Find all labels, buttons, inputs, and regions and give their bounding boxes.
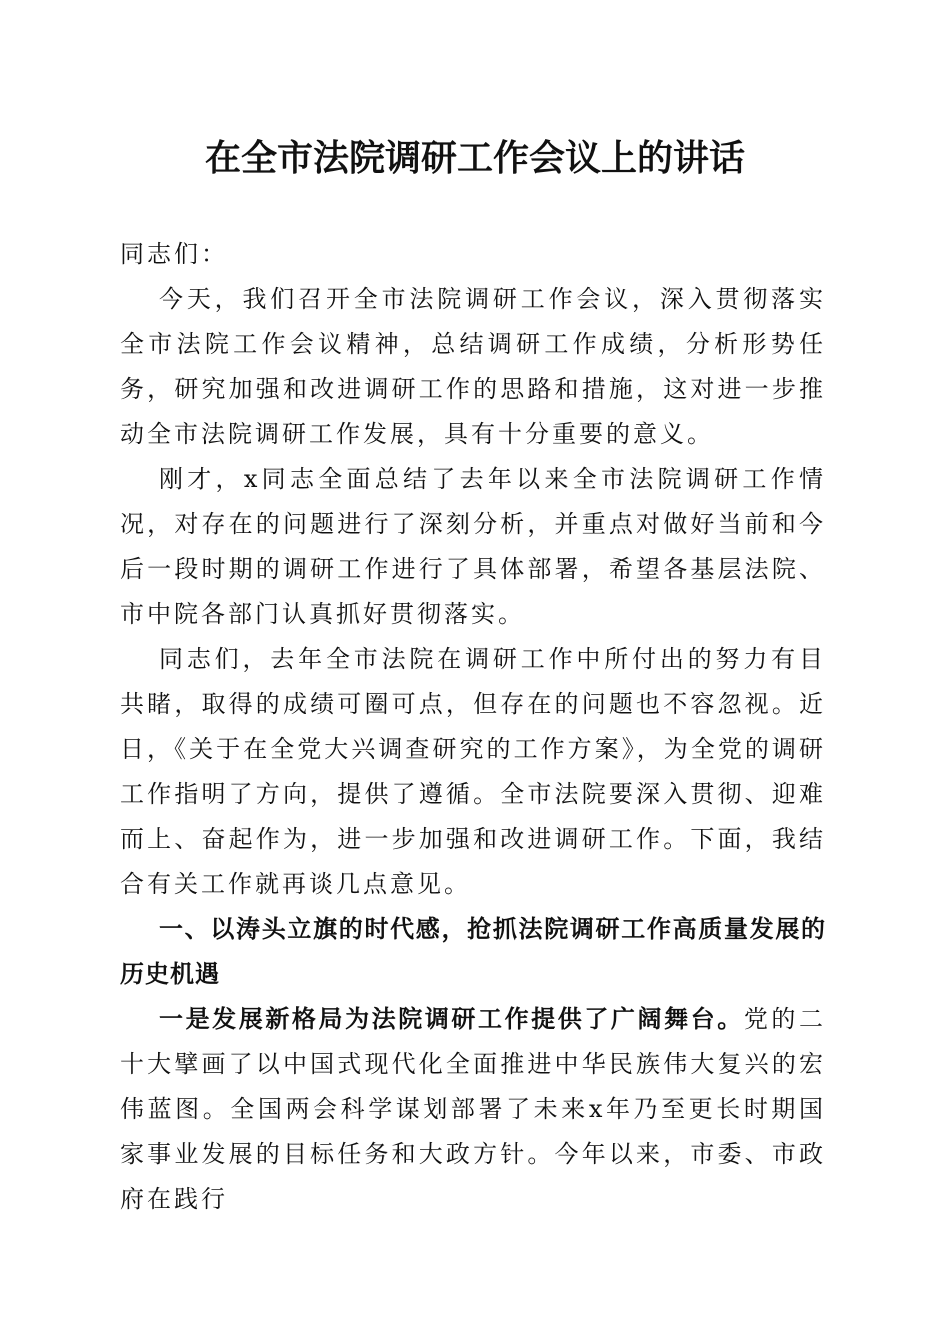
section-paragraph-lead: 一是发展新格局为法院调研工作提供了广阔舞台。: [159, 1005, 744, 1033]
paragraph-opening: 今天，我们召开全市法院调研工作会议，深入贯彻落实全市法院工作会议精神，总结调研工作成绩，分析形势任务，研究加强和改进调研工作的思路和措施，这对进一步推动全市法院调研工作发展，具有十分重要的意义。: [120, 285, 826, 448]
document-body: [120, 232, 826, 1222]
paragraph-summary: 刚才，x同志全面总结了去年以来全市法院调研工作情况，对存在的问题进行了深刻分析，并重点对做好当前和今后一段时期的调研工作进行了具体部署，希望各基层法院、市中院各部门认真抓好贯彻落实。: [120, 465, 826, 628]
paragraph-context: 同志们，去年全市法院在调研工作中所付出的努力有目共睹，取得的成绩可圈可点，但存在的问题也不容忽视。近日，《关于在全党大兴调查研究的工作方案》，为全党的调研工作指明了方向，提供了遵循。全市法院要深入贯彻、迎难而上、奋起作为，进一步加强和改进调研工作。下面，我结合有关工作就再谈几点意见。: [120, 645, 826, 898]
section-paragraph: [120, 997, 826, 1222]
section-paragraph-text: 党的二十大擘画了以中国式现代化全面推进中华民族伟大复兴的宏伟蓝图。全国两会科学谋划部署了未来x年乃至更长时期国家事业发展的目标任务和大政方针。今年以来，市委、市政府在践行: [120, 1005, 827, 1213]
section-heading: 一、以涛头立旗的时代感，抢抓法院调研工作高质量发展的历史机遇: [120, 915, 826, 988]
document-title: 在全市法院调研工作会议上的讲话: [204, 137, 745, 179]
salutation: 同志们：: [120, 240, 228, 268]
